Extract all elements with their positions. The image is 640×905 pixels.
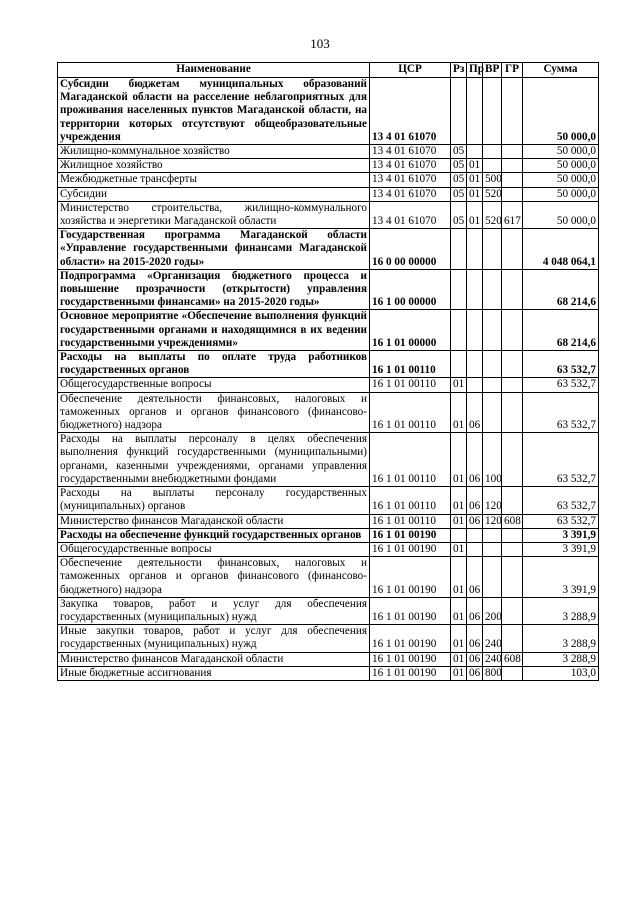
cell-gr	[502, 310, 523, 351]
header-name: Наименование	[58, 63, 370, 78]
cell-csr: 16 1 01 00190	[370, 557, 451, 598]
table-header-row	[58, 63, 599, 78]
cell-gr	[502, 351, 523, 378]
cell-gr	[502, 542, 523, 556]
cell-vr	[483, 269, 502, 310]
cell-pr	[467, 310, 483, 351]
cell-name: Расходы на выплаты по оплате труда работников государственных органов	[58, 351, 370, 378]
cell-rz: 01	[451, 597, 467, 624]
cell-sum: 3 288,9	[523, 652, 599, 666]
cell-csr: 16 1 01 00110	[370, 378, 451, 392]
cell-pr	[467, 78, 483, 145]
cell-csr: 13 4 01 61070	[370, 187, 451, 201]
cell-name: Иные закупки товаров, работ и услуг для обеспечения государственных (муниципальных) нужд	[58, 625, 370, 652]
cell-vr: 500	[483, 173, 502, 187]
table-row	[58, 625, 599, 652]
cell-name: Жилищное хозяйство	[58, 159, 370, 173]
cell-rz: 05	[451, 187, 467, 201]
cell-rz	[451, 528, 467, 542]
cell-pr	[467, 145, 483, 159]
cell-gr: 608	[502, 652, 523, 666]
cell-pr	[467, 269, 483, 310]
cell-rz: 01	[451, 557, 467, 598]
cell-sum: 3 288,9	[523, 625, 599, 652]
cell-pr	[467, 528, 483, 542]
table-row	[58, 173, 599, 187]
cell-csr: 16 1 01 00110	[370, 514, 451, 528]
cell-gr	[502, 269, 523, 310]
page-number: 103	[310, 36, 330, 51]
cell-sum: 63 532,7	[523, 392, 599, 433]
cell-gr	[502, 557, 523, 598]
cell-rz	[451, 269, 467, 310]
header-gr: ГР	[502, 63, 523, 78]
cell-vr: 520	[483, 187, 502, 201]
cell-rz: 05	[451, 201, 467, 228]
cell-rz: 01	[451, 625, 467, 652]
cell-csr: 16 1 01 00110	[370, 392, 451, 433]
table-row	[58, 542, 599, 556]
cell-sum: 63 532,7	[523, 378, 599, 392]
table-row	[58, 269, 599, 310]
cell-csr: 13 4 01 61070	[370, 173, 451, 187]
cell-sum: 50 000,0	[523, 201, 599, 228]
cell-sum: 68 214,6	[523, 310, 599, 351]
cell-csr: 13 4 01 61070	[370, 78, 451, 145]
cell-pr: 06	[467, 666, 483, 680]
header-rz: Рз	[451, 63, 467, 78]
cell-vr	[483, 351, 502, 378]
cell-name: Обеспечение деятельности финансовых, налоговых и таможенных органов и органов финансового (финансово-бюджетного) надзора	[58, 392, 370, 433]
cell-rz: 05	[451, 159, 467, 173]
cell-rz: 01	[451, 666, 467, 680]
cell-csr: 13 4 01 61070	[370, 145, 451, 159]
table-row	[58, 514, 599, 528]
cell-gr	[502, 173, 523, 187]
cell-sum: 50 000,0	[523, 159, 599, 173]
cell-pr: 01	[467, 187, 483, 201]
cell-sum: 63 532,7	[523, 351, 599, 378]
cell-csr: 16 1 01 00110	[370, 351, 451, 378]
cell-gr	[502, 392, 523, 433]
cell-sum: 3 391,9	[523, 557, 599, 598]
cell-rz	[451, 351, 467, 378]
cell-name: Государственная программа Магаданской области «Управление государственными финансами Магаданской области» на 2015-2020 годы»	[58, 229, 370, 270]
table-row	[58, 229, 599, 270]
cell-gr	[502, 145, 523, 159]
cell-vr: 520	[483, 201, 502, 228]
table-row	[58, 666, 599, 680]
cell-csr: 16 1 01 00190	[370, 652, 451, 666]
cell-csr: 16 1 00 00000	[370, 269, 451, 310]
cell-rz: 01	[451, 433, 467, 487]
cell-vr	[483, 557, 502, 598]
cell-name: Субсидии	[58, 187, 370, 201]
table-row	[58, 378, 599, 392]
cell-gr	[502, 378, 523, 392]
cell-pr	[467, 378, 483, 392]
cell-sum: 50 000,0	[523, 78, 599, 145]
cell-pr	[467, 542, 483, 556]
cell-csr: 16 1 01 00110	[370, 433, 451, 487]
cell-csr: 16 1 01 00190	[370, 597, 451, 624]
cell-rz: 01	[451, 378, 467, 392]
table-row	[58, 78, 599, 145]
cell-sum: 63 532,7	[523, 433, 599, 487]
cell-gr	[502, 528, 523, 542]
cell-rz: 01	[451, 542, 467, 556]
cell-gr: 608	[502, 514, 523, 528]
cell-pr: 01	[467, 159, 483, 173]
table-row	[58, 433, 599, 487]
cell-sum: 50 000,0	[523, 187, 599, 201]
table-row	[58, 557, 599, 598]
cell-rz: 05	[451, 145, 467, 159]
cell-vr	[483, 310, 502, 351]
cell-name: Расходы на обеспечение функций государственных органов	[58, 528, 370, 542]
cell-rz	[451, 229, 467, 270]
cell-pr: 06	[467, 487, 483, 514]
budget-table	[57, 62, 599, 681]
cell-name: Подпрограмма «Организация бюджетного процесса и повышение прозрачности (открытости) управления государственными финансами» на 2015-2020 годы»	[58, 269, 370, 310]
cell-sum: 50 000,0	[523, 173, 599, 187]
cell-pr: 06	[467, 652, 483, 666]
cell-rz: 01	[451, 514, 467, 528]
cell-vr	[483, 528, 502, 542]
cell-csr: 13 4 01 61070	[370, 159, 451, 173]
cell-vr	[483, 78, 502, 145]
cell-vr	[483, 229, 502, 270]
table-row	[58, 159, 599, 173]
cell-pr: 06	[467, 392, 483, 433]
cell-name: Иные бюджетные ассигнования	[58, 666, 370, 680]
cell-rz	[451, 310, 467, 351]
cell-pr: 06	[467, 433, 483, 487]
cell-name: Расходы на выплаты персоналу государственных (муниципальных) органов	[58, 487, 370, 514]
cell-gr	[502, 187, 523, 201]
cell-rz: 01	[451, 392, 467, 433]
cell-name: Общегосударственные вопросы	[58, 378, 370, 392]
cell-sum: 68 214,6	[523, 269, 599, 310]
cell-vr	[483, 145, 502, 159]
cell-pr: 06	[467, 597, 483, 624]
cell-rz: 01	[451, 652, 467, 666]
cell-vr: 200	[483, 597, 502, 624]
table-row	[58, 351, 599, 378]
cell-gr	[502, 229, 523, 270]
table-row	[58, 487, 599, 514]
cell-sum: 4 048 064,1	[523, 229, 599, 270]
cell-name: Министерство финансов Магаданской области	[58, 514, 370, 528]
cell-csr: 16 1 01 00190	[370, 528, 451, 542]
cell-vr	[483, 159, 502, 173]
header-csr: ЦСР	[370, 63, 451, 78]
cell-sum: 3 288,9	[523, 597, 599, 624]
cell-pr	[467, 229, 483, 270]
cell-name: Основное мероприятие «Обеспечение выполнения функций государственными органами и находящимися в их ведении государственными учреждениями»	[58, 310, 370, 351]
cell-rz: 01	[451, 487, 467, 514]
cell-pr	[467, 351, 483, 378]
cell-vr: 800	[483, 666, 502, 680]
table-row	[58, 528, 599, 542]
cell-vr: 100	[483, 433, 502, 487]
table-body	[58, 78, 599, 681]
table-row	[58, 392, 599, 433]
cell-csr: 13 4 01 61070	[370, 201, 451, 228]
cell-csr: 16 1 01 00190	[370, 666, 451, 680]
cell-csr: 16 1 01 00110	[370, 487, 451, 514]
cell-name: Расходы на выплаты персоналу в целях обеспечения выполнения функций государственными (муниципальными) органами, казенными учреждениями, органами управления государственными внебюджетными фондами	[58, 433, 370, 487]
table-row	[58, 310, 599, 351]
cell-name: Министерство строительства, жилищно-коммунального хозяйства и энергетики Магаданской области	[58, 201, 370, 228]
cell-vr	[483, 392, 502, 433]
cell-pr: 06	[467, 557, 483, 598]
cell-csr: 16 0 00 00000	[370, 229, 451, 270]
cell-sum: 63 532,7	[523, 487, 599, 514]
header-vr: ВР	[483, 63, 502, 78]
cell-vr: 240	[483, 652, 502, 666]
cell-vr: 120	[483, 514, 502, 528]
cell-vr: 240	[483, 625, 502, 652]
cell-name: Субсидии бюджетам муниципальных образований Магаданской области на расселение неблагоприятных для проживания населенных пунктов Магаданской области, на территории которых отсутствуют общеобразовательные учреждения	[58, 78, 370, 145]
cell-gr	[502, 433, 523, 487]
header-sum: Сумма	[523, 63, 599, 78]
table-row	[58, 597, 599, 624]
cell-gr	[502, 625, 523, 652]
cell-rz: 05	[451, 173, 467, 187]
table-row	[58, 145, 599, 159]
cell-csr: 16 1 01 00190	[370, 542, 451, 556]
cell-sum: 3 391,9	[523, 528, 599, 542]
cell-gr	[502, 666, 523, 680]
header-pr: Пр	[467, 63, 483, 78]
cell-sum: 63 532,7	[523, 514, 599, 528]
cell-gr	[502, 597, 523, 624]
table-row	[58, 201, 599, 228]
cell-gr	[502, 487, 523, 514]
cell-gr: 617	[502, 201, 523, 228]
cell-pr: 06	[467, 514, 483, 528]
cell-gr	[502, 159, 523, 173]
cell-pr: 06	[467, 625, 483, 652]
cell-sum: 103,0	[523, 666, 599, 680]
cell-name: Жилищно-коммунальное хозяйство	[58, 145, 370, 159]
cell-name: Общегосударственные вопросы	[58, 542, 370, 556]
cell-name: Министерство финансов Магаданской области	[58, 652, 370, 666]
cell-vr	[483, 378, 502, 392]
cell-name: Закупка товаров, работ и услуг для обеспечения государственных (муниципальных) нужд	[58, 597, 370, 624]
table-row	[58, 652, 599, 666]
cell-pr: 01	[467, 201, 483, 228]
cell-sum: 3 391,9	[523, 542, 599, 556]
cell-csr: 16 1 01 00190	[370, 625, 451, 652]
cell-csr: 16 1 01 00000	[370, 310, 451, 351]
cell-vr	[483, 542, 502, 556]
cell-sum: 50 000,0	[523, 145, 599, 159]
cell-pr: 01	[467, 173, 483, 187]
cell-name: Межбюджетные трансферты	[58, 173, 370, 187]
table-row	[58, 187, 599, 201]
cell-vr: 120	[483, 487, 502, 514]
cell-gr	[502, 78, 523, 145]
cell-name: Обеспечение деятельности финансовых, налоговых и таможенных органов и органов финансового (финансово-бюджетного) надзора	[58, 557, 370, 598]
cell-rz	[451, 78, 467, 145]
